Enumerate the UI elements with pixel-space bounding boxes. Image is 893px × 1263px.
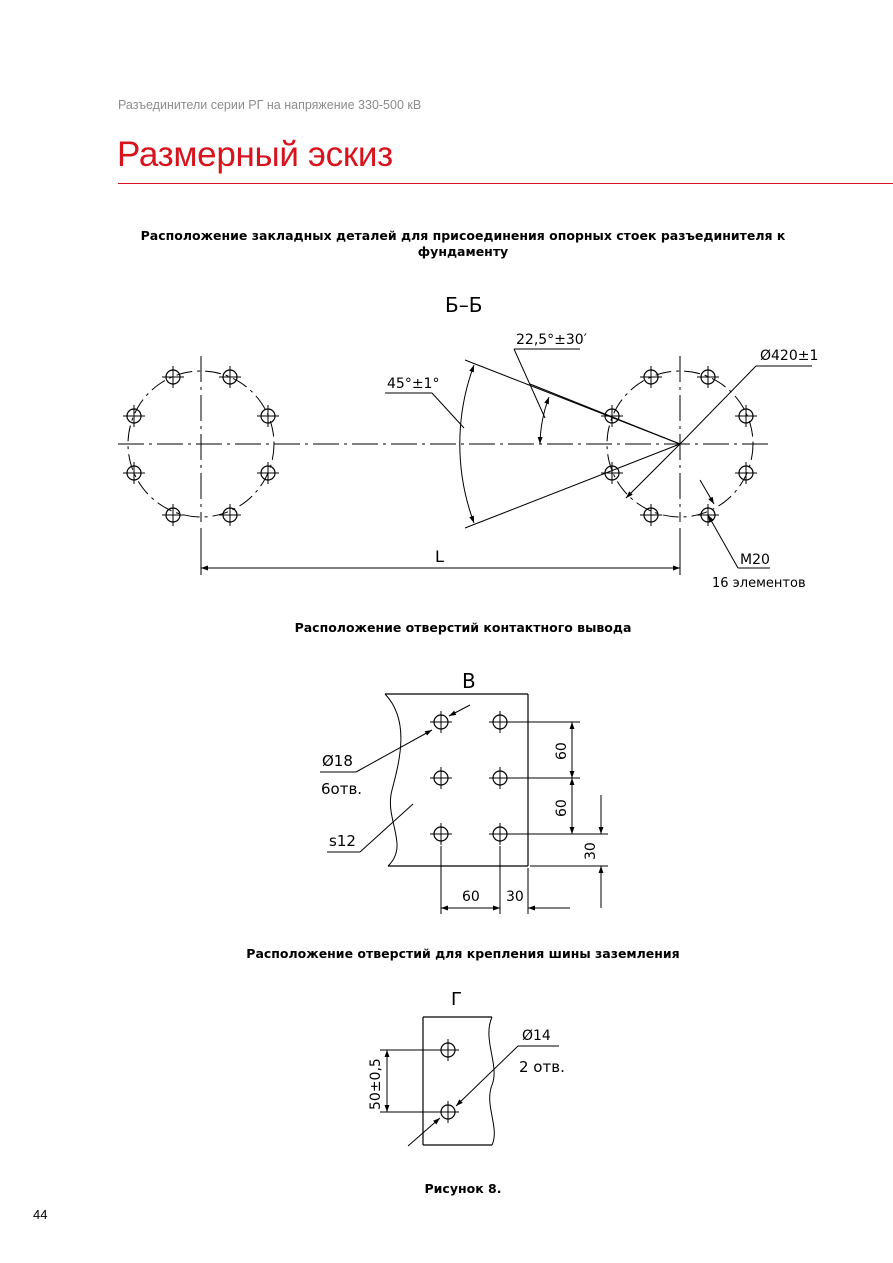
pitch-h-label: 60 — [462, 889, 480, 905]
right-bolt-circle — [601, 356, 757, 526]
length-label: L — [435, 547, 444, 566]
series-subtitle: Разъединители серии РГ на напряжение 330-500 кВ — [118, 98, 422, 112]
contact-diameter-label: Ø18 — [322, 752, 353, 770]
pitch-v1-label: 60 — [554, 742, 570, 760]
angle-22-label: 22,5°±30′ — [516, 332, 587, 348]
figure-caption: Рисунок 8. — [424, 1181, 502, 1196]
page-number: 44 — [33, 1207, 48, 1222]
foundation-caption: Расположение закладных деталей для присоединения опорных стоек разъединителя к фундаменту — [140, 228, 786, 259]
view-label-bb: Б–Б — [445, 293, 483, 317]
foundation-drawing — [118, 293, 818, 591]
bolt-count-label: 16 элементов — [712, 576, 806, 591]
edge-v-label: 30 — [583, 842, 599, 860]
ground-diameter-label: Ø14 — [522, 1028, 551, 1044]
left-bolt-circle — [123, 356, 279, 526]
contact-hole-count-label: 6отв. — [321, 780, 363, 798]
ground-drawing — [368, 989, 565, 1146]
thickness-label: s12 — [329, 832, 356, 850]
contact-caption: Расположение отверстий контактного вывода — [294, 620, 632, 635]
angle-45-label: 45°±1° — [387, 376, 440, 392]
view-label-v: В — [462, 669, 476, 693]
pitch-v2-label: 60 — [554, 799, 570, 817]
ground-caption: Расположение отверстий для крепления шины заземления — [246, 946, 680, 961]
contact-drawing — [320, 669, 608, 914]
ground-spacing-label: 50±0,5 — [368, 1058, 384, 1110]
view-label-g: Г — [451, 989, 462, 1010]
bolt-label: М20 — [740, 552, 770, 568]
diameter-420-label: Ø420±1 — [760, 348, 819, 364]
edge-h-label: 30 — [506, 889, 524, 905]
ground-hole-count-label: 2 отв. — [519, 1058, 565, 1076]
page-title: Размерный эскиз — [117, 135, 393, 174]
